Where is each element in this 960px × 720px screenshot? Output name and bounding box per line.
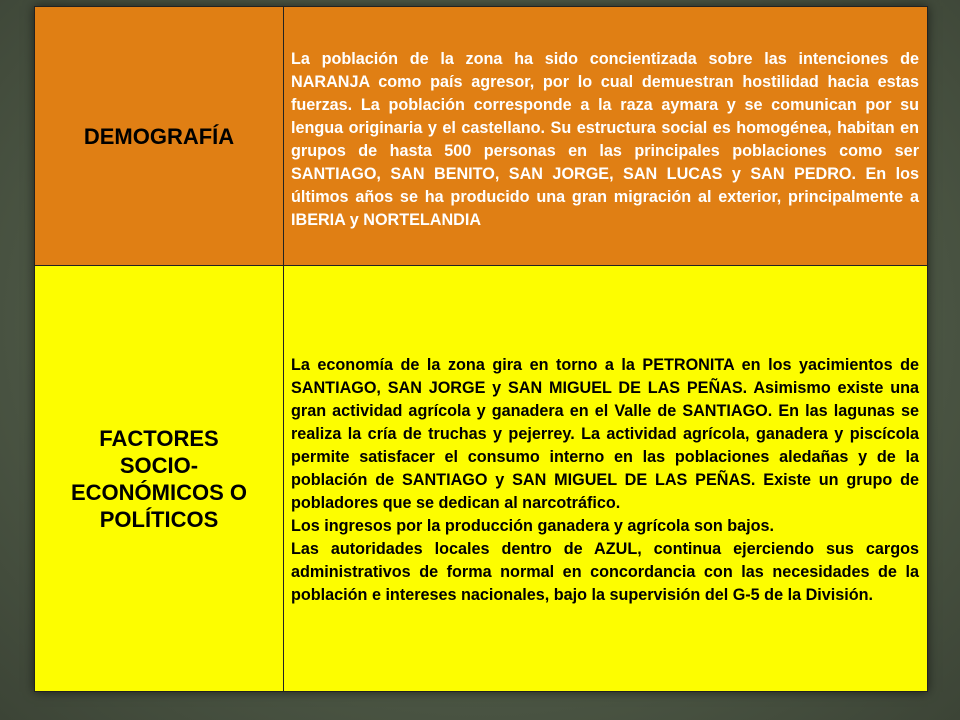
paragraph: Los ingresos por la producción ganadera y agrícola son bajos. (291, 517, 775, 535)
row-body-text (284, 40, 927, 232)
row-heading-line: ECONÓMICOS O (70, 479, 247, 505)
info-table (34, 6, 928, 692)
row-heading-cell (35, 266, 284, 692)
paragraph: La población de la zona ha sido concientizada sobre las intenciones de NARANJA como país agresor, por lo cual demuestran hostilidad hacia estas fuerzas. La población corresponde a la raza aymara y se comunican por su lengua originaria y el castellano. Su estructura social es homogénea, habitan en grupos de hasta 500 personas en las principales poblaciones como ser SANTIAGO, SAN BENITO, SAN JORGE, SAN LUCAS y SAN PEDRO. En los últimos años se ha producido una gran migración al exterior, principalmente a IBERIA y NORTELANDIA (291, 50, 919, 229)
paragraph: Las autoridades locales dentro de AZUL, continua ejerciendo sus cargos administrativos de forma normal en concordancia con las necesidades de la población e intereses nacionales, bajo la supervisión del G-5 de la División. (291, 540, 919, 604)
row-heading-line: FACTORES (99, 425, 219, 451)
row-heading-cell (35, 7, 284, 266)
row-body-cell (284, 7, 928, 266)
row-heading-line: POLÍTICOS (99, 506, 219, 532)
row-heading-line: SOCIO- (119, 452, 199, 478)
table-row-demografia (35, 7, 928, 266)
row-body-text (284, 350, 927, 607)
row-heading: DEMOGRAFÍA (83, 123, 235, 149)
row-body-cell (284, 266, 928, 692)
table-row-factores (35, 266, 928, 692)
paragraph: La economía de la zona gira en torno a la PETRONITA en los yacimientos de SANTIAGO, SAN JORGE y SAN MIGUEL DE LAS PEÑAS. Asimismo existe una gran actividad agrícola y ganadera en el Valle de SANTIAGO. En las lagunas se realiza la cría de truchas y pejerrey. La actividad agrícola, ganadera y piscícola permite satisfacer el consumo interno en las poblaciones aledañas y de la población de SANTIAGO y SAN MIGUEL DE LAS PEÑAS. Existe un grupo de pobladores que se dedican al narcotráfico. (291, 356, 919, 512)
slide-frame (34, 6, 928, 692)
